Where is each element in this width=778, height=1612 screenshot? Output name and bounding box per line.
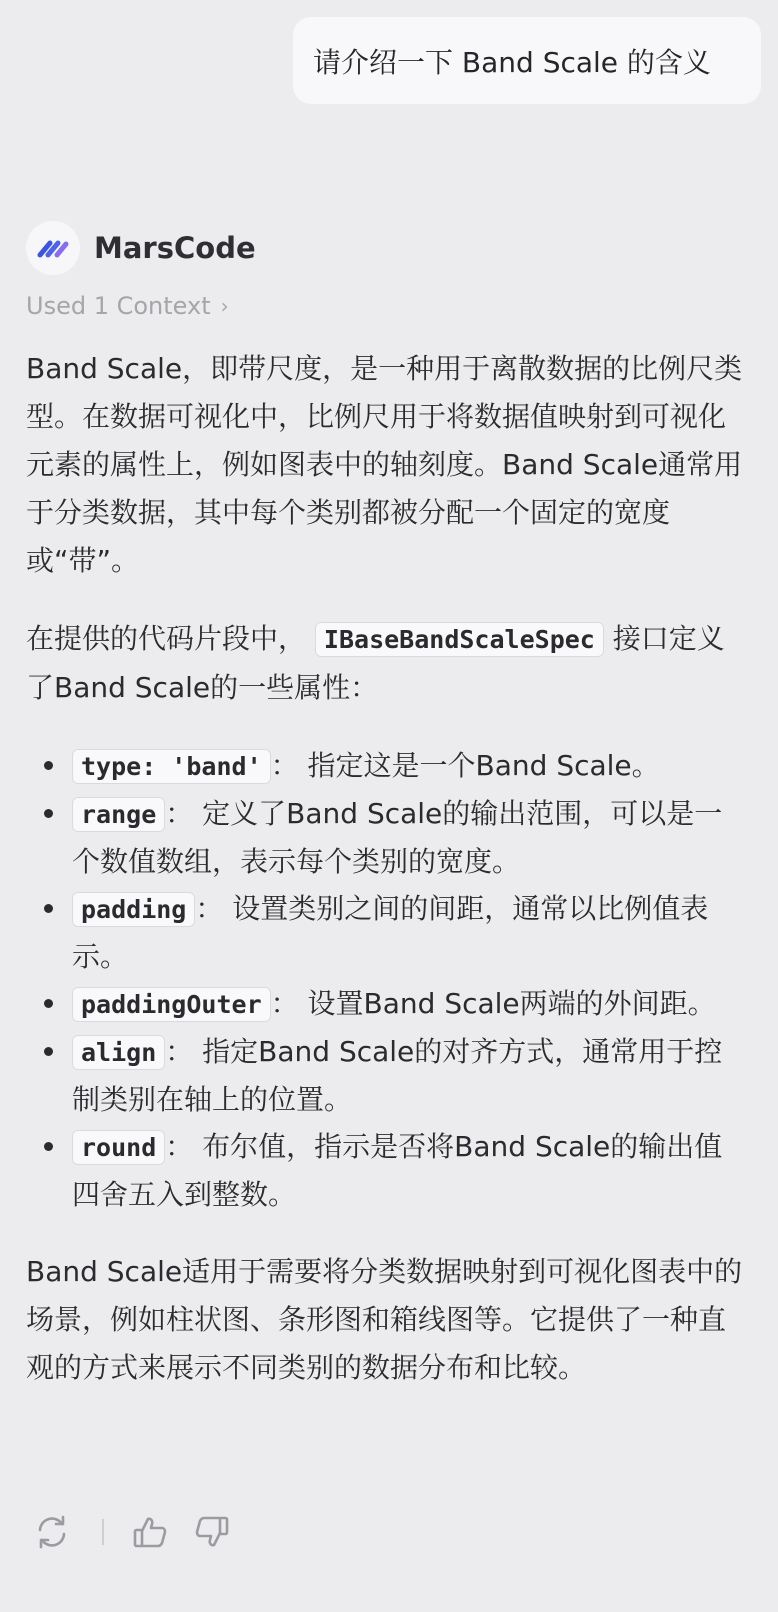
assistant-name: MarsCode	[94, 231, 256, 265]
user-message-text: 请介绍一下 Band Scale 的含义	[313, 45, 711, 79]
thumbs-up-icon	[131, 1513, 169, 1551]
list-item	[26, 790, 746, 885]
list-item	[26, 1028, 746, 1123]
marscode-logo-icon	[26, 221, 80, 275]
property-desc: ： 设置Band Scale两端的外间距。	[270, 987, 716, 1020]
context-label: Used 1 Context	[26, 292, 211, 320]
answer-conclusion: Band Scale适用于需要将分类数据映射到可视化图表中的场景，例如柱状图、条形图和箱线图等。它提供了一种直观的方式来展示不同类别的数据分布和比较。	[26, 1255, 743, 1384]
refresh-icon	[33, 1513, 71, 1551]
answer-interface-paragraph	[26, 615, 746, 712]
interface-suffix: 接口定义了Band Scale的一些属性：	[26, 622, 725, 704]
message-actions	[30, 1510, 234, 1554]
property-desc: ： 指定这是一个Band Scale。	[270, 749, 660, 782]
property-code: paddingOuter	[72, 987, 271, 1022]
property-desc: ： 指定Band Scale的对齐方式，通常用于控制类别在轴上的位置。	[72, 1035, 723, 1116]
user-message-bubble	[293, 17, 761, 104]
list-item	[26, 742, 746, 790]
interface-prefix: 在提供的代码片段中，	[26, 622, 307, 655]
property-code: padding	[72, 892, 195, 927]
actions-divider	[102, 1519, 104, 1545]
property-desc: ： 定义了Band Scale的输出范围，可以是一个数值数组，表示每个类别的宽度。	[72, 797, 723, 878]
property-code: range	[72, 797, 165, 832]
answer-content	[26, 345, 746, 1392]
inline-code: IBaseBandScaleSpec	[315, 622, 604, 657]
property-desc: ： 设置类别之间的间距，通常以比例值表示。	[72, 892, 709, 973]
answer-intro: Band Scale，即带尺度，是一种用于离散数据的比例尺类型。在数据可视化中，比例尺用于将数据值映射到可视化元素的属性上，例如图表中的轴刻度。Band Scale通常用于分类数据，其中每个类别都被分配一个固定的宽度或“带”。	[26, 352, 743, 577]
list-item	[26, 980, 746, 1028]
thumbs-down-icon	[193, 1513, 231, 1551]
property-code: round	[72, 1130, 165, 1165]
property-desc: ： 布尔值，指示是否将Band Scale的输出值四舍五入到整数。	[72, 1130, 723, 1211]
dislike-button[interactable]	[190, 1510, 234, 1554]
like-button[interactable]	[128, 1510, 172, 1554]
property-code: type: 'band'	[72, 749, 271, 784]
property-code: align	[72, 1035, 165, 1070]
regenerate-button[interactable]	[30, 1510, 74, 1554]
list-item	[26, 885, 746, 980]
context-toggle[interactable]	[26, 292, 229, 320]
assistant-header	[26, 221, 256, 275]
list-item	[26, 1123, 746, 1218]
chevron-right-icon: ›	[220, 294, 229, 318]
property-list	[26, 742, 746, 1218]
